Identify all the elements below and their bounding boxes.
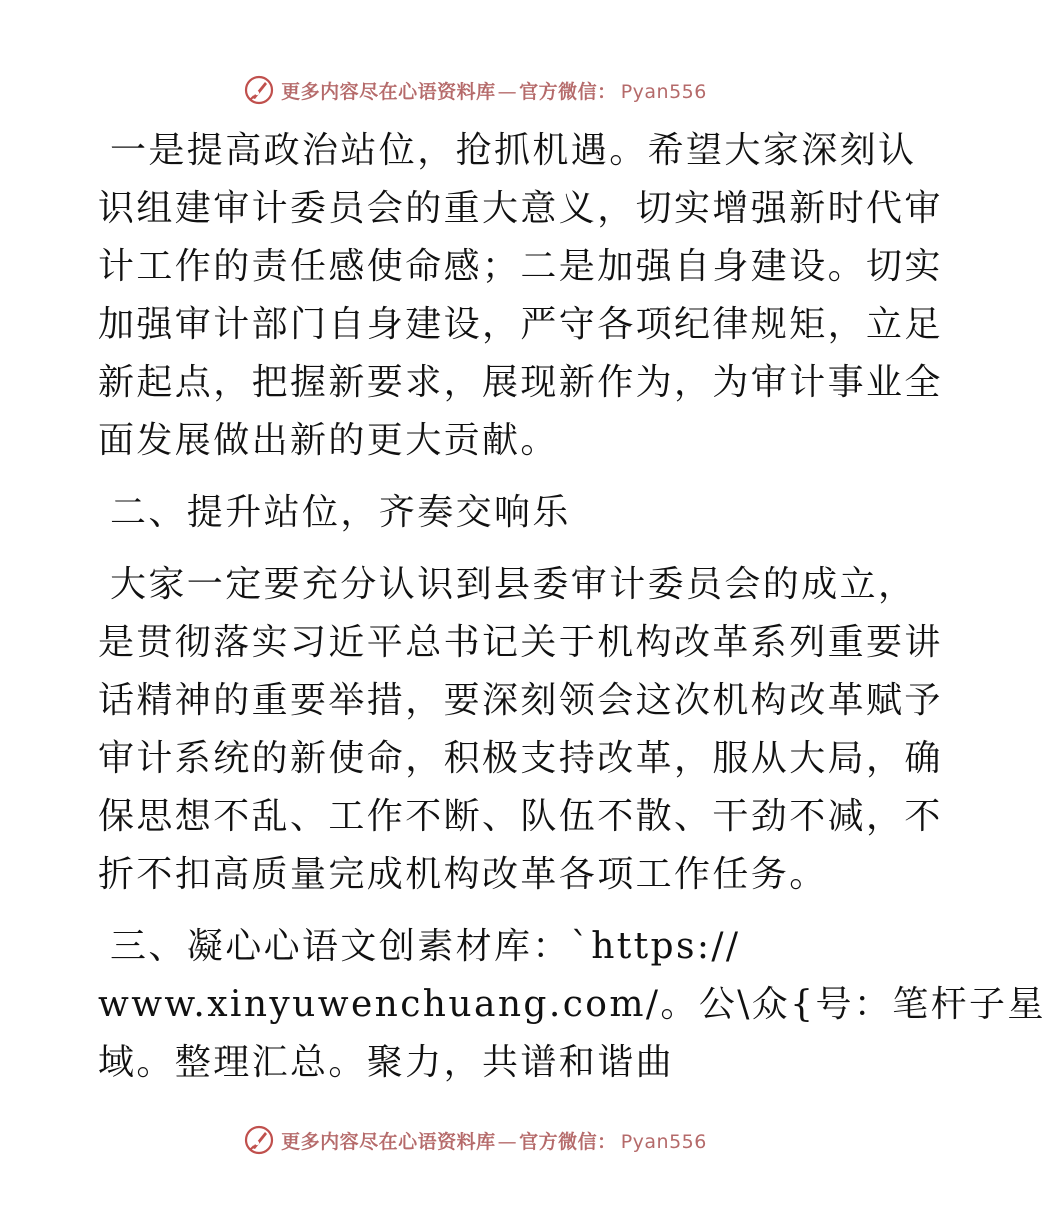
- section-heading-2: 二、提升站位，齐奏交响乐: [110, 492, 571, 533]
- section-heading-3-continued: www.xinyuwenchuang.com/。公\众{号：笔杆子星: [98, 984, 1046, 1025]
- paragraph-line: 识组建审计委员会的重大意义，切实增强新时代审: [98, 188, 943, 229]
- section-heading-3: 三、凝心心语文创素材库：`https://: [110, 926, 741, 967]
- watermark-text: 更多内容尽在心语资料库 — 官方微信： Pyan556: [281, 1130, 707, 1153]
- watermark-text: 更多内容尽在心语资料库 — 官方微信： Pyan556: [281, 80, 707, 103]
- footer-watermark: [0, 1120, 950, 1160]
- header-watermark: [0, 70, 950, 110]
- paragraph-line: 保思想不乱、工作不断、队伍不散、干劲不减，不: [98, 796, 943, 837]
- document-body: [98, 122, 1046, 1092]
- section-heading-3-continued: 域。整理汇总。聚力，共谱和谐曲: [98, 1042, 675, 1083]
- paragraph-line: 计工作的责任感使命感；二是加强自身建设。切实: [98, 246, 943, 287]
- paragraph-line: 折不扣高质量完成机构改革各项工作任务。: [98, 854, 828, 895]
- paragraph-line: 大家一定要充分认识到县委审计委员会的成立，: [110, 564, 917, 605]
- paragraph-line: 是贯彻落实习近平总书记关于机构改革系列重要讲: [98, 622, 943, 663]
- paragraph-line: 话精神的重要举措，要深刻领会这次机构改革赋予: [98, 680, 943, 721]
- paragraph-line: 加强审计部门自身建设，严守各项纪律规矩，立足: [98, 304, 943, 345]
- paragraph-line: 新起点，把握新要求，展现新作为，为审计事业全: [98, 362, 943, 403]
- paragraph-line: 面发展做出新的更大贡献。: [98, 420, 559, 461]
- paragraph-line: 一是提高政治站位，抢抓机遇。希望大家深刻认: [110, 130, 917, 171]
- quill-pen-logo-icon: [243, 74, 275, 106]
- paragraph-line: 审计系统的新使命，积极支持改革，服从大局，确: [98, 738, 943, 779]
- quill-pen-logo-icon: [243, 1124, 275, 1156]
